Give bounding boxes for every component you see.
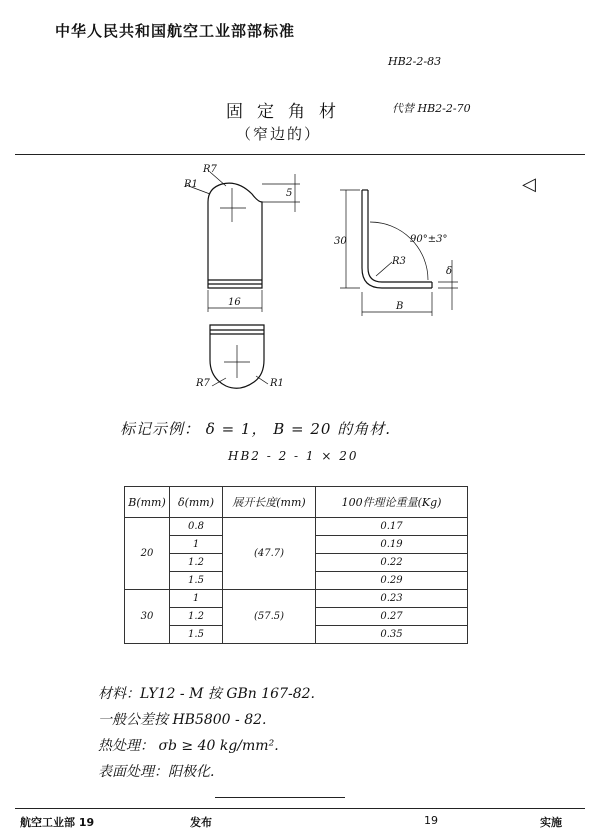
marking-example-code: HB2 - 2 - 1 × 20 [228,449,359,463]
cell-weight: 0.23 [316,590,468,608]
label-dim-5: 5 [286,188,293,199]
header-weight: 100件理论重量(Kg) [316,487,468,518]
footer-implemented: 实施 [540,816,562,829]
note-surface-treatment: 表面处理：阳极化. [98,764,215,780]
cell-weight: 0.17 [316,518,468,536]
organization-header: 中华人民共和国航空工业部部标准 [55,22,296,40]
label-height-30: 30 [334,236,347,247]
table-header-row [125,487,468,518]
header-rule [15,154,585,155]
part-drawing [0,160,600,405]
note-heat-treatment: 热处理： σb ≥ 40 kg/mm². [98,738,279,754]
note-tolerance: 一般公差按 HB5800 - 82. [98,712,267,728]
footer-issued: 发布 [190,816,212,829]
replaces-standard: 代替 HB2-2-70 [392,102,471,115]
cell-weight: 0.27 [316,608,468,626]
label-angle: 90°±3° [410,234,448,245]
table-row [125,590,468,608]
label-r7-top: R7 [203,164,217,175]
cell-b: 20 [125,518,170,590]
cell-unfolded-length: (47.7) [223,518,316,590]
label-r7-bottom: R7 [196,378,210,389]
label-width-16: 16 [228,297,241,308]
cell-delta: 0.8 [170,518,223,536]
table-row [125,518,468,536]
standard-number: HB2-2-83 [388,55,442,68]
label-r1-top: R1 [184,179,198,190]
center-rule [215,797,345,798]
marking-example: 标记示例： δ = 1， B = 20 的角材. [120,420,391,438]
spec-table [124,486,468,644]
cell-delta: 1.5 [170,572,223,590]
document-subtitle: （窄边的） [236,125,322,143]
header-delta: δ(mm) [170,487,223,518]
footer-year: 19 [424,814,438,827]
cell-unfolded-length: (57.5) [223,590,316,644]
surface-finish-symbol: ◁ [522,174,536,195]
cell-b: 30 [125,590,170,644]
label-b: B [396,301,404,312]
footer-issuer: 航空工业部 19 [20,816,95,829]
cell-delta: 1 [170,536,223,554]
cell-weight: 0.22 [316,554,468,572]
cell-delta: 1.2 [170,608,223,626]
label-delta: δ [446,266,453,277]
cell-weight: 0.29 [316,572,468,590]
footer-rule [15,808,585,809]
note-material: 材料：LY12 - M 按 GBn 167-82. [98,686,315,702]
header-b: B(mm) [125,487,170,518]
label-r1-bottom: R1 [270,378,284,389]
label-r3: R3 [392,256,406,267]
cell-delta: 1 [170,590,223,608]
cell-weight: 0.19 [316,536,468,554]
document-title: 固定角材 [226,102,350,122]
cell-delta: 1.2 [170,554,223,572]
cell-weight: 0.35 [316,626,468,644]
cell-delta: 1.5 [170,626,223,644]
header-unfolded-length: 展开长度(mm) [223,487,316,518]
